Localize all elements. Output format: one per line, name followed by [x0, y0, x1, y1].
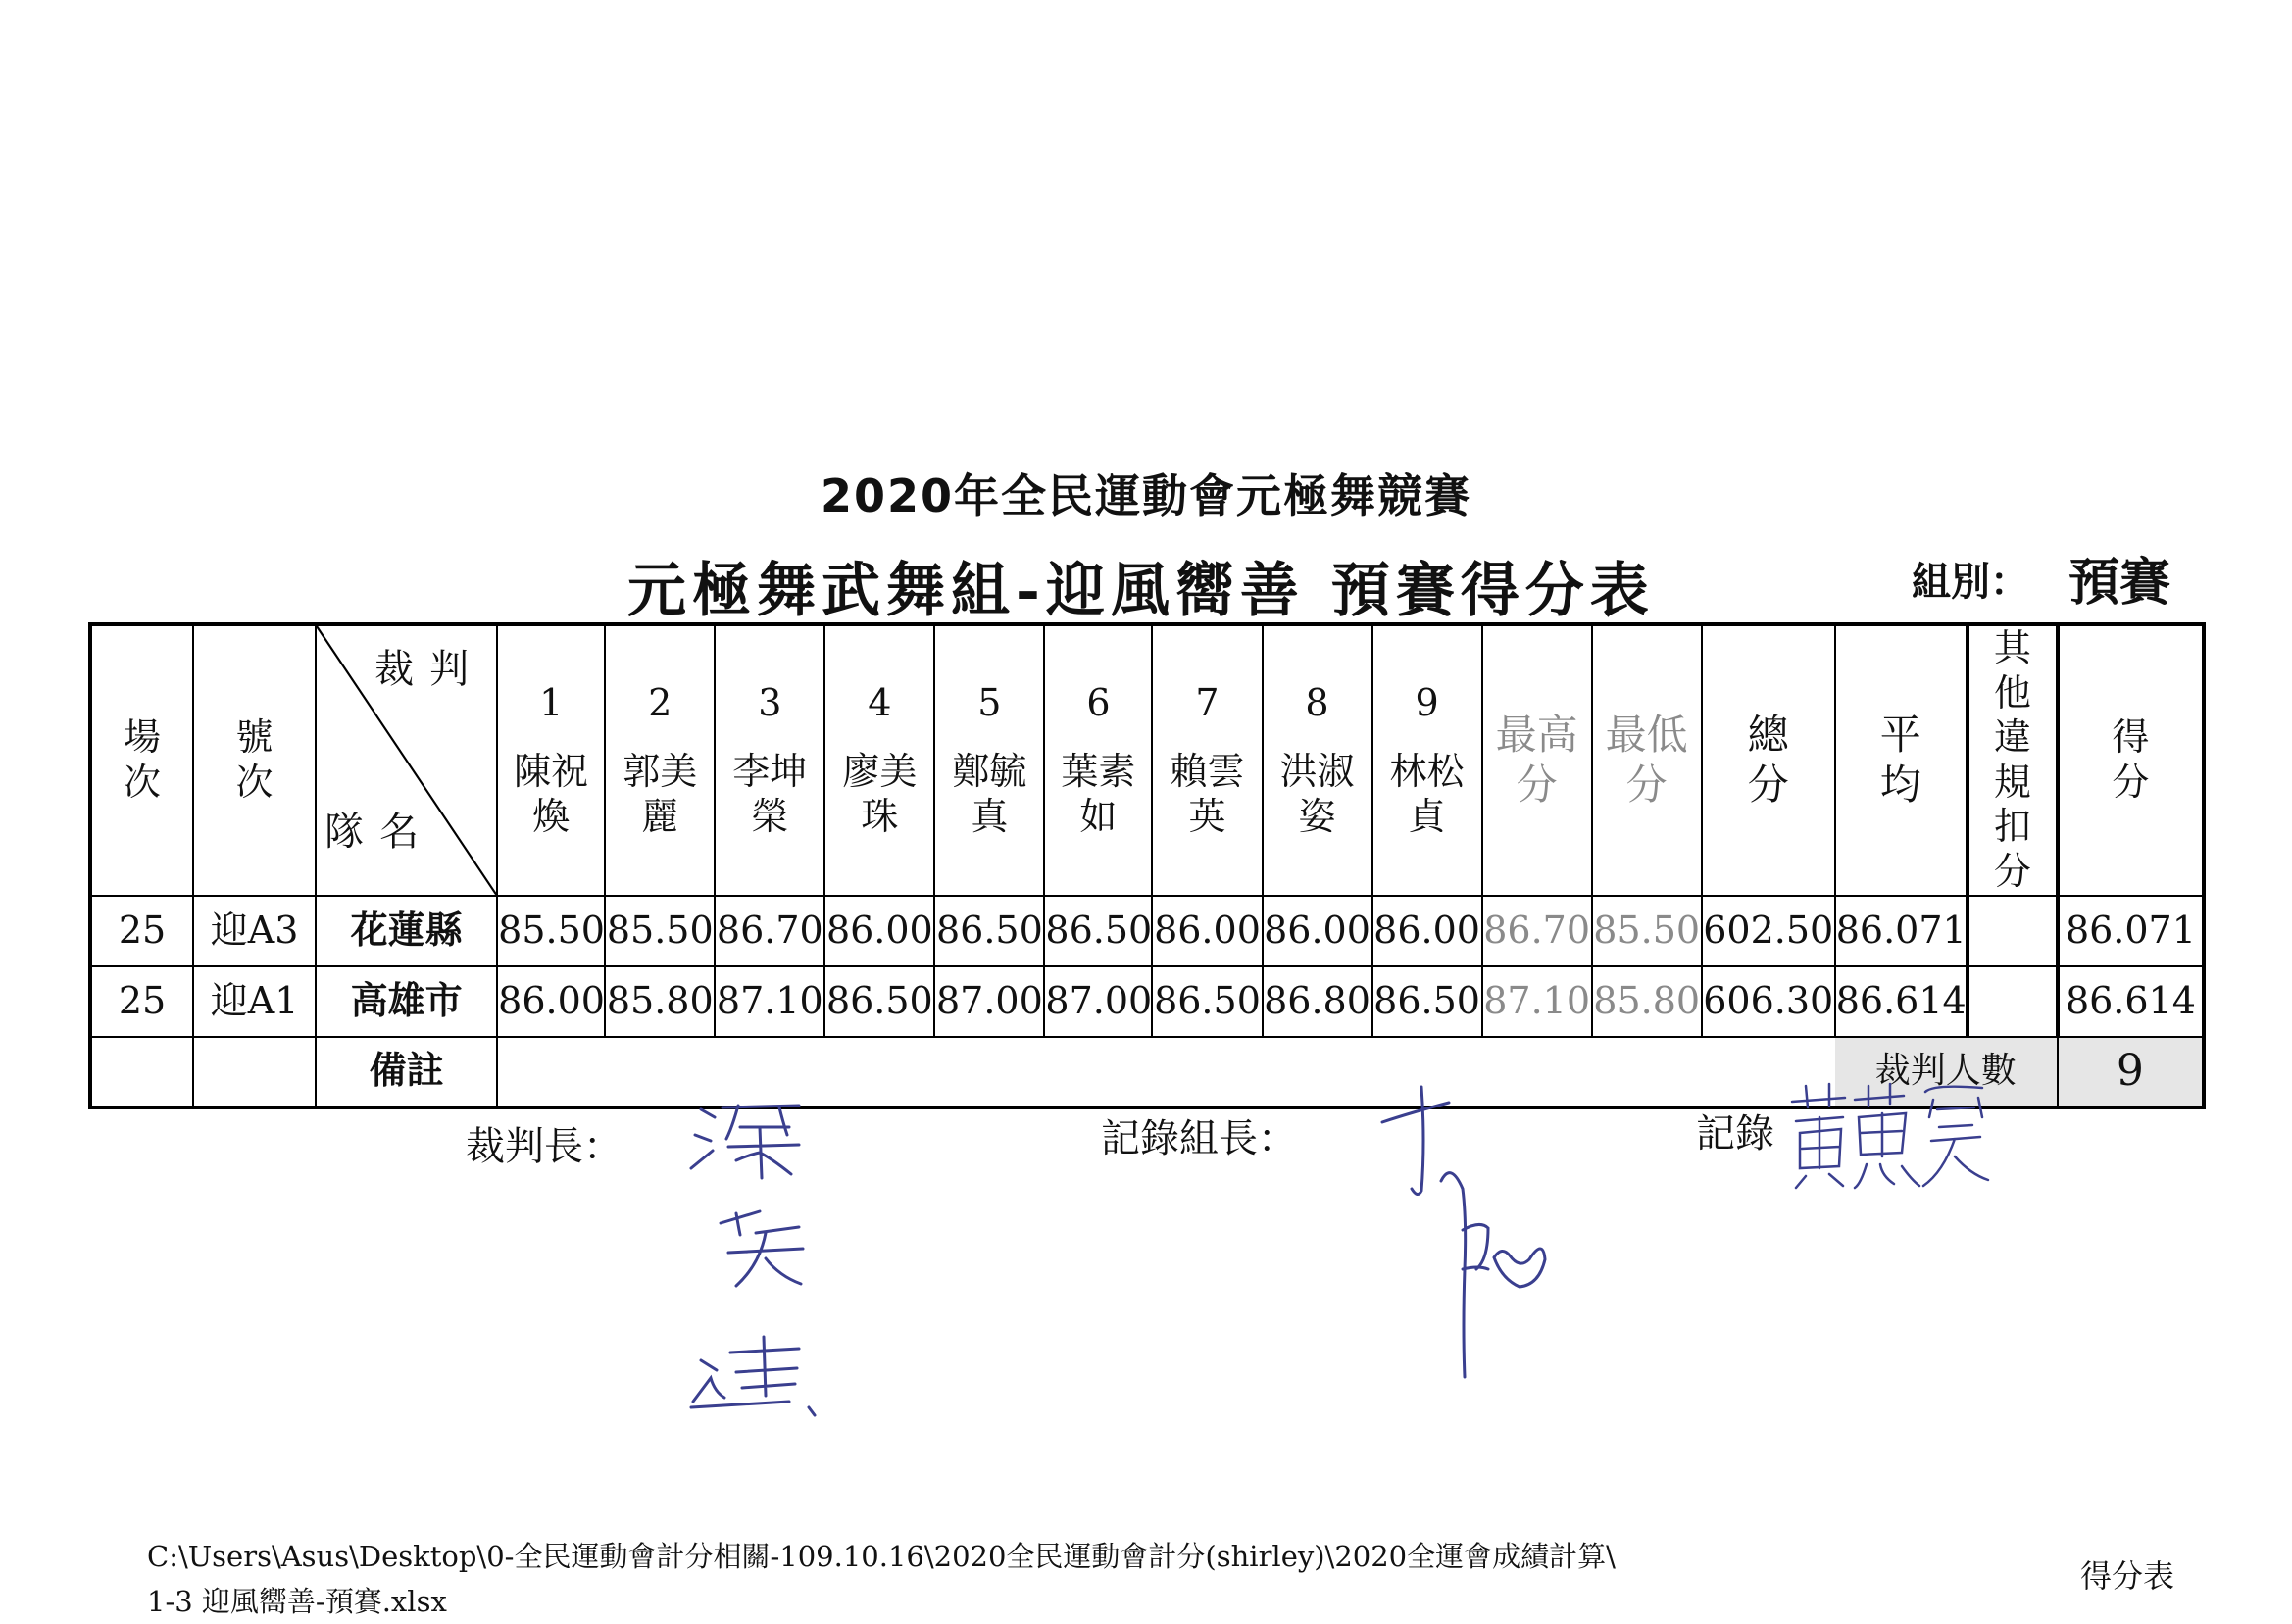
header-team-label: 隊名 — [324, 809, 435, 855]
footer-sheet-name: 得分表 — [2079, 1557, 2174, 1595]
judge-count-label: 裁判人數 — [1835, 1037, 2058, 1107]
header-judge-7: 7 賴雲英 — [1152, 624, 1262, 896]
row2-deduction — [1968, 966, 2058, 1037]
header-judge-5: 5 鄭毓真 — [934, 624, 1044, 896]
row2-total: 606.30 — [1702, 966, 1835, 1037]
row2-score-2: 85.80 — [605, 966, 715, 1037]
header-judge-4: 4 廖美珠 — [824, 624, 934, 896]
row1-score-6: 86.50 — [1044, 896, 1152, 966]
row1-deduction — [1968, 896, 2058, 966]
row2-score-8: 86.80 — [1263, 966, 1372, 1037]
header-number: 號次 — [193, 624, 316, 896]
record-leader-signature — [1372, 1073, 1559, 1387]
header-judge-9: 9 林松貞 — [1372, 624, 1482, 896]
remarks-label: 備註 — [316, 1037, 497, 1107]
document-subtitle: 元極舞武舞組-迎風嚮善 預賽得分表 — [627, 557, 1655, 625]
row1-average: 86.071 — [1835, 896, 1968, 966]
row2-highest: 87.10 — [1482, 966, 1592, 1037]
footer-path-line1: C:\Users\Asus\Desktop\0-全民運動會計分相關-109.10.16\2020全民運動會計分(shirley)\2020全運會成績計算\ — [147, 1540, 1616, 1573]
row1-final: 86.071 — [2058, 896, 2204, 966]
document-title: 2020年全民運動會元極舞競賽 — [820, 469, 1472, 522]
header-row — [90, 624, 2204, 896]
row2-session: 25 — [90, 966, 193, 1037]
header-highest: 最高分 — [1482, 624, 1592, 896]
record-leader-label: 記錄組長： — [1101, 1116, 1297, 1161]
recorder-signature — [1786, 1078, 1992, 1196]
header-deduction: 其他違規扣分 — [1968, 624, 2058, 896]
header-judge-team — [316, 624, 497, 896]
header-judge-1: 1 陳祝煥 — [497, 624, 605, 896]
score-table — [88, 622, 2206, 1109]
footer-file-path — [147, 1534, 1716, 1624]
row2-score-7: 86.50 — [1152, 966, 1262, 1037]
row1-highest: 86.70 — [1482, 896, 1592, 966]
row2-score-3: 87.10 — [715, 966, 824, 1037]
header-judge-6: 6 葉素如 — [1044, 624, 1152, 896]
row1-lowest: 85.50 — [1592, 896, 1702, 966]
remarks-empty-1 — [90, 1037, 193, 1107]
row1-total: 602.50 — [1702, 896, 1835, 966]
footer-path-line2: 1-3 迎風嚮善-預賽.xlsx — [147, 1585, 447, 1618]
header-average: 平均 — [1835, 624, 1968, 896]
row2-score-6: 87.00 — [1044, 966, 1152, 1037]
row2-score-9: 86.50 — [1372, 966, 1482, 1037]
group-value: 預賽 — [2068, 554, 2171, 613]
row1-team: 花蓮縣 — [316, 896, 497, 966]
header-lowest: 最低分 — [1592, 624, 1702, 896]
header-total: 總分 — [1702, 624, 1835, 896]
row1-number: 迎A3 — [193, 896, 316, 966]
header-judge-label: 裁判 — [374, 647, 485, 692]
row1-score-9: 86.00 — [1372, 896, 1482, 966]
row1-score-1: 85.50 — [497, 896, 605, 966]
row2-score-5: 87.00 — [934, 966, 1044, 1037]
row2-final: 86.614 — [2058, 966, 2204, 1037]
recorder-label: 記錄 — [1696, 1111, 1774, 1156]
chief-judge-signature — [681, 1088, 838, 1421]
row1-score-7: 86.00 — [1152, 896, 1262, 966]
row1-score-3: 86.70 — [715, 896, 824, 966]
table-row — [90, 896, 2204, 966]
row1-score-8: 86.00 — [1263, 896, 1372, 966]
group-label: 組別： — [1912, 560, 2029, 605]
header-final: 得分 — [2058, 624, 2204, 896]
row1-score-4: 86.00 — [824, 896, 934, 966]
row1-score-5: 86.50 — [934, 896, 1044, 966]
chief-judge-label: 裁判長： — [466, 1124, 623, 1169]
row2-team: 高雄市 — [316, 966, 497, 1037]
header-session: 場次 — [90, 624, 193, 896]
judge-count-value: 9 — [2058, 1037, 2204, 1107]
row1-session: 25 — [90, 896, 193, 966]
header-judge-3: 3 李坤榮 — [715, 624, 824, 896]
row2-score-4: 86.50 — [824, 966, 934, 1037]
row1-score-2: 85.50 — [605, 896, 715, 966]
row2-average: 86.614 — [1835, 966, 1968, 1037]
header-judge-2: 2 郭美麗 — [605, 624, 715, 896]
table-row — [90, 966, 2204, 1037]
row2-score-1: 86.00 — [497, 966, 605, 1037]
row2-number: 迎A1 — [193, 966, 316, 1037]
remarks-empty-2 — [193, 1037, 316, 1107]
header-judge-8: 8 洪淑姿 — [1263, 624, 1372, 896]
row2-lowest: 85.80 — [1592, 966, 1702, 1037]
